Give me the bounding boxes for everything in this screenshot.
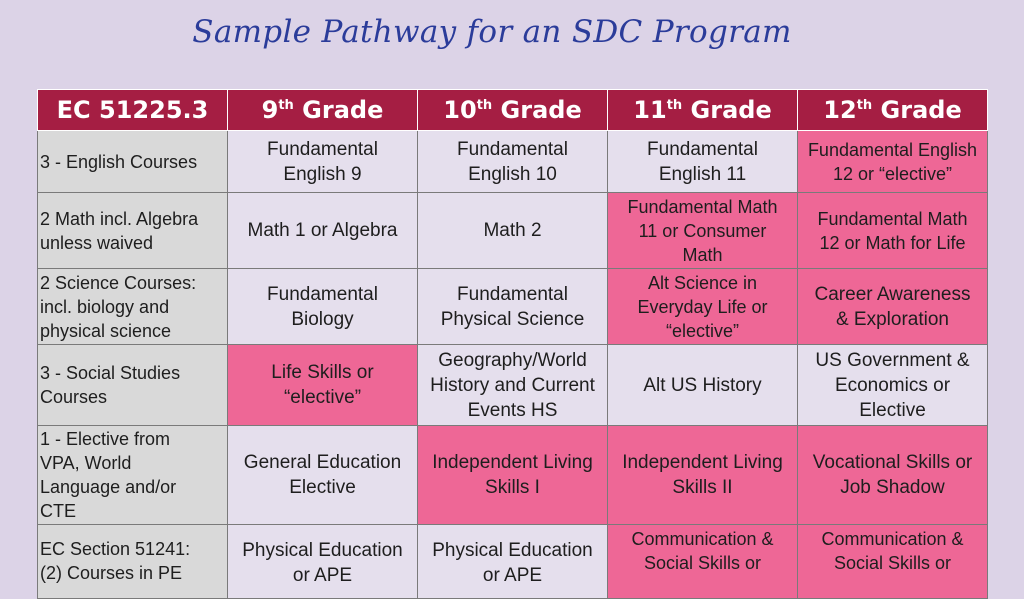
course-cell: Geography/World History and Current Events HS [418, 345, 608, 426]
table-row [38, 131, 988, 193]
course-cell-highlighted: Communication & Social Skills or [608, 525, 798, 599]
requirement-cell: 2 Math incl. Algebra unless waived [38, 193, 228, 269]
header-grade-10: 10th Grade [418, 90, 608, 131]
header-grade-11: 11th Grade [608, 90, 798, 131]
course-cell-highlighted: Fundamental English 12 or “elective” [798, 131, 988, 193]
course-cell-highlighted: Career Awareness & Exploration [798, 269, 988, 345]
course-cell: Alt US History [608, 345, 798, 426]
course-cell: Fundamental English 11 [608, 131, 798, 193]
table-row [38, 345, 988, 426]
course-cell: Physical Education or APE [228, 525, 418, 599]
header-row [38, 90, 988, 131]
course-cell: General Education Elective [228, 426, 418, 525]
table-row [38, 525, 988, 599]
course-cell: Physical Education or APE [418, 525, 608, 599]
page-title: Sample Pathway for an SDC Program [192, 14, 792, 50]
table-row [38, 426, 988, 525]
course-cell: Fundamental English 9 [228, 131, 418, 193]
requirement-cell: 3 - Social Studies Courses [38, 345, 228, 426]
course-cell: Fundamental English 10 [418, 131, 608, 193]
course-cell-highlighted: Independent Living Skills II [608, 426, 798, 525]
requirement-cell: EC Section 51241: (2) Courses in PE [38, 525, 228, 599]
course-cell-highlighted: Vocational Skills or Job Shadow [798, 426, 988, 525]
course-cell: Fundamental Biology [228, 269, 418, 345]
requirement-cell: 1 - Elective from VPA, World Language and/or CTE [38, 426, 228, 525]
course-cell-highlighted: Independent Living Skills I [418, 426, 608, 525]
course-cell-highlighted: Fundamental Math 11 or Consumer Math [608, 193, 798, 269]
header-grade-12: 12th Grade [798, 90, 988, 131]
course-cell: Math 2 [418, 193, 608, 269]
header-requirement: EC 51225.3 [38, 90, 228, 131]
course-cell: Fundamental Physical Science [418, 269, 608, 345]
pathway-table [37, 89, 988, 599]
course-cell-highlighted: Life Skills or “elective” [228, 345, 418, 426]
table-row [38, 269, 988, 345]
course-cell-highlighted: Communication & Social Skills or [798, 525, 988, 599]
requirement-cell: 3 - English Courses [38, 131, 228, 193]
header-grade-9: 9th Grade [228, 90, 418, 131]
course-cell: US Government & Economics or Elective [798, 345, 988, 426]
course-cell-highlighted: Alt Science in Everyday Life or “elective” [608, 269, 798, 345]
course-cell-highlighted: Fundamental Math 12 or Math for Life [798, 193, 988, 269]
course-cell: Math 1 or Algebra [228, 193, 418, 269]
table-row [38, 193, 988, 269]
requirement-cell: 2 Science Courses: incl. biology and physical science [38, 269, 228, 345]
